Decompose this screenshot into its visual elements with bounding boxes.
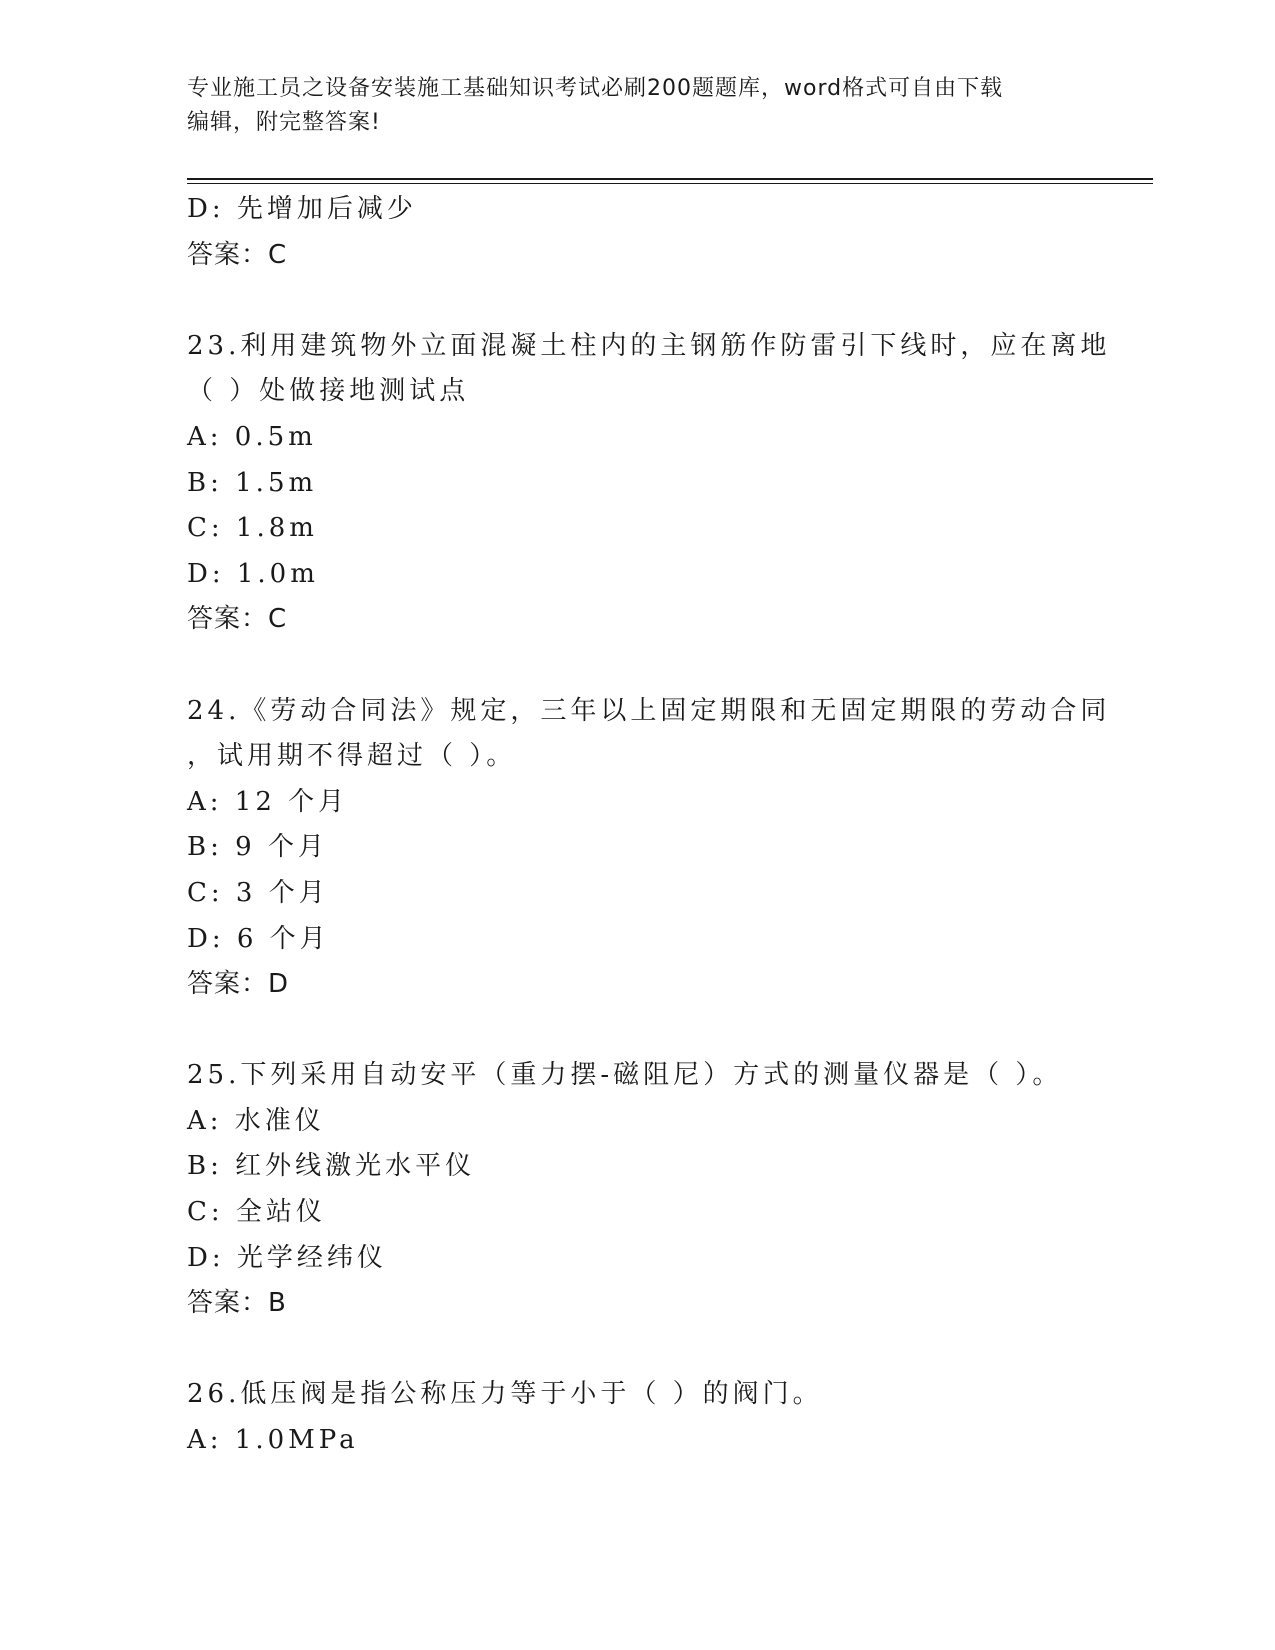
q24-stem-line-1: 24.《劳动合同法》规定，三年以上固定期限和无固定期限的劳动合同 <box>187 695 1111 726</box>
q22-answer: 答案：C <box>187 239 288 270</box>
q23-option-c: C: 1.8m <box>187 513 318 544</box>
q24-stem-line-2: ，试用期不得超过（ ）。 <box>187 741 517 772</box>
document-body <box>187 187 1111 1464</box>
q24-option-b: B: 9 个月 <box>187 832 328 863</box>
q25-option-c: C: 全站仪 <box>187 1197 326 1228</box>
q24-option-a: A: 12 个月 <box>187 786 349 817</box>
q26-option-a: A: 1.0MPa <box>187 1425 359 1456</box>
q25-stem-line-1: 25.下列采用自动安平（重力摆-磁阻尼）方式的测量仪器是（ ）。 <box>187 1060 1063 1091</box>
q23-option-b: B: 1.5m <box>187 467 318 498</box>
q23-answer: 答案：C <box>187 604 288 635</box>
q22-option-d: D: 先增加后减少 <box>187 194 417 224</box>
q25-option-b: B: 红外线激光水平仪 <box>187 1151 476 1182</box>
spacer <box>187 1008 1087 1054</box>
q23-stem-line-2: （ ）处做接地测试点 <box>187 376 470 407</box>
q23-option-d: D: 1.0m <box>187 558 319 589</box>
spacer <box>187 1327 1087 1373</box>
spacer <box>187 278 1087 324</box>
header-line-2: 编辑，附完整答案! <box>187 110 381 135</box>
q26-stem-line-1: 26.低压阀是指公称压力等于小于（ ）的阀门。 <box>187 1379 823 1410</box>
spacer <box>187 643 1087 689</box>
document-header <box>187 72 1087 140</box>
q24-option-c: C: 3 个月 <box>187 877 329 908</box>
q25-option-a: A: 水准仪 <box>187 1105 325 1136</box>
q24-answer: 答案：D <box>187 969 290 1000</box>
header-divider-thick <box>187 178 1153 180</box>
q25-option-d: D: 光学经纬仪 <box>187 1242 387 1273</box>
header-divider-thin <box>187 183 1153 184</box>
q23-option-a: A: 0.5m <box>187 421 317 452</box>
header-line-1: 专业施工员之设备安装施工基础知识考试必刷200题题库，word格式可自由下载 <box>187 76 1004 101</box>
q24-option-d: D: 6 个月 <box>187 923 330 954</box>
q25-answer: 答案：B <box>187 1288 287 1319</box>
q23-stem-line-1: 23.利用建筑物外立面混凝土柱内的主钢筋作防雷引下线时，应在离地 <box>187 330 1111 361</box>
